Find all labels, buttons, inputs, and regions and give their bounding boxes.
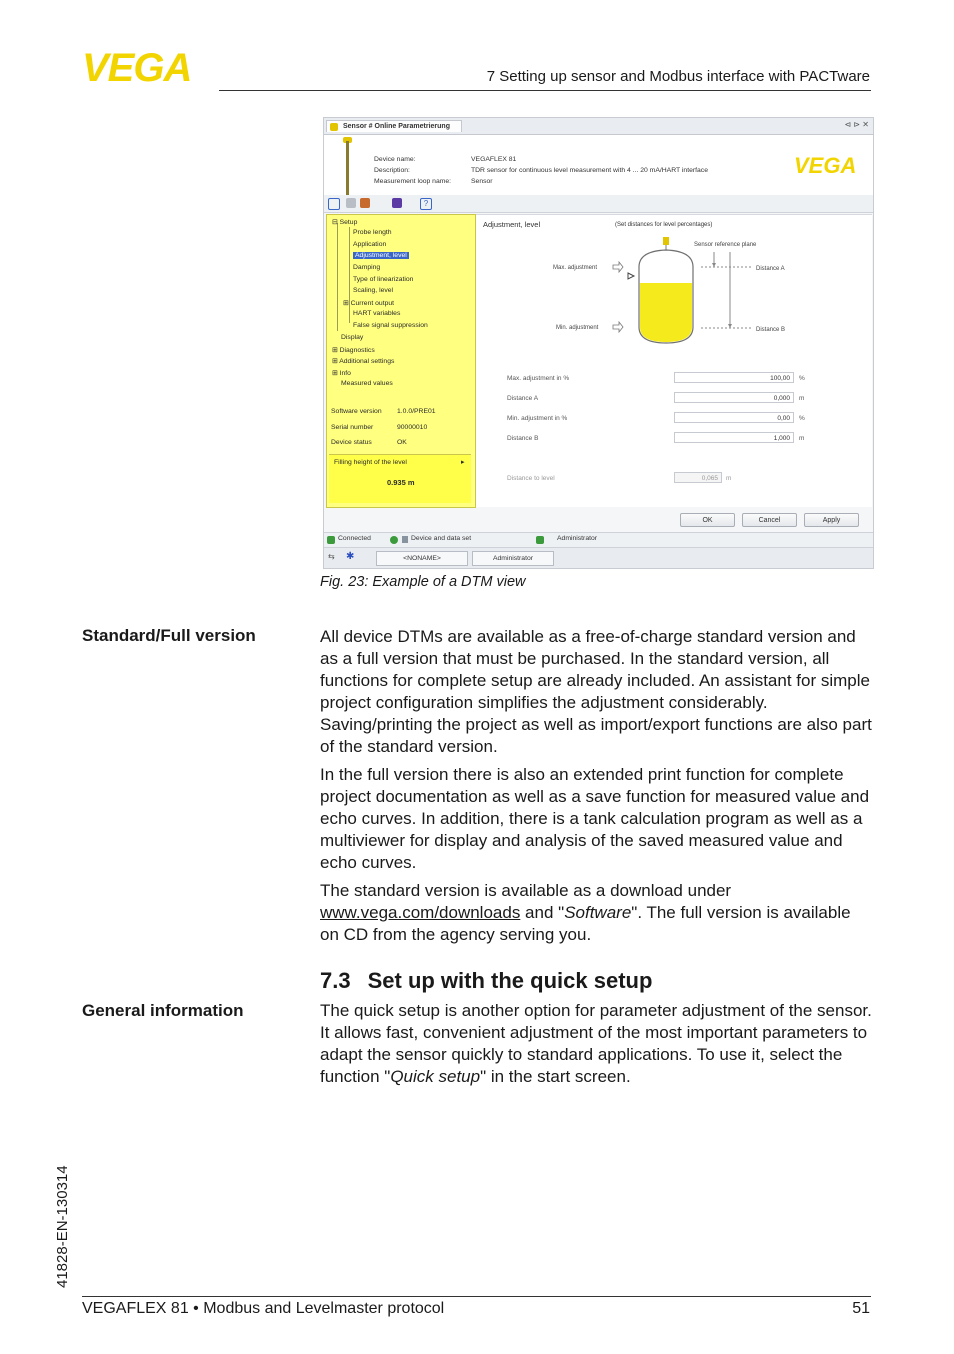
tree-guide (349, 227, 350, 323)
view-icon[interactable] (328, 198, 340, 210)
paragraph-text: The standard version is available as a download under (320, 881, 732, 900)
software-emphasis: Software (564, 903, 632, 922)
tree-item-additional-settings[interactable]: ⊞ Additional settings (332, 358, 395, 365)
header-section-title: 7 Setting up sensor and Modbus interface with PACTware (486, 68, 870, 85)
max-adjustment-unit: % (799, 375, 805, 382)
cancel-button[interactable]: Cancel (742, 513, 797, 527)
tree-guide (337, 223, 338, 331)
min-adjustment-text: Min. adjustment (556, 325, 599, 331)
standard-full-label: Standard/Full version (82, 626, 256, 645)
description-value: TDR sensor for continuous level measurement with 4 ... 20 mA/HART interface (471, 167, 708, 174)
device-tree-icon[interactable]: ⇆ (328, 552, 335, 561)
panel-hint: (Set distances for level percentages) (615, 222, 713, 228)
distance-b-label: Distance B (507, 435, 539, 442)
software-version-label: Software version (331, 408, 382, 415)
distance-a-input[interactable]: 0,000 (674, 392, 794, 403)
expand-arrow-icon: ▸ (461, 459, 465, 466)
bottom-bar (324, 547, 873, 568)
document-id: 41828-EN-130314 (54, 1165, 71, 1288)
dataset-status: Device and data set (411, 535, 472, 542)
probe-rod-icon (346, 141, 349, 203)
tree-item-hart-variables[interactable]: HART variables (353, 310, 401, 317)
dtm-vega-logo-text: VEGA (794, 153, 857, 177)
device-status-value: OK (397, 439, 407, 446)
tree-item-false-signal[interactable]: False signal suppression (353, 322, 428, 329)
tree-item-label: Diagnostics (339, 347, 375, 354)
sensor-icon (330, 123, 338, 131)
description-label: Description: (374, 167, 410, 174)
tree-item-label: Additional settings (339, 358, 395, 365)
document-icon (402, 536, 408, 543)
distance-b-unit: m (799, 435, 805, 442)
online-icon[interactable]: ✱ (346, 551, 355, 562)
filling-height-value: 0.935 m (387, 478, 415, 487)
dtm-vega-logo (794, 153, 860, 177)
paragraph-text: " in the start screen. (480, 1067, 631, 1086)
distance-a-label: Distance A (507, 395, 539, 402)
tree-item-label: Adjustment, level (355, 252, 407, 259)
tree-item-diagnostics[interactable]: ⊞ Diagnostics (332, 347, 375, 354)
adjustment-panel (476, 214, 872, 507)
dtm-tab[interactable] (326, 120, 462, 132)
dtm-screenshot (323, 117, 874, 569)
downloads-link[interactable]: www.vega.com/downloads (320, 903, 521, 922)
tree-item-label: Info (339, 370, 351, 377)
section-title: Set up with the quick setup (367, 968, 653, 993)
device-info-labels (374, 154, 451, 187)
tools-icon[interactable] (360, 198, 370, 208)
apply-button[interactable]: Apply (804, 513, 859, 527)
serial-number-value: 90000010 (397, 424, 428, 431)
serial-number-label: Serial number (331, 424, 374, 431)
vega-logo-graphic (82, 50, 212, 84)
distance-to-level-unit: m (726, 475, 732, 482)
dataset-icon (390, 536, 398, 544)
tree-item-display[interactable]: Display (341, 334, 364, 341)
distance-to-level-value: 0,065 (674, 472, 722, 483)
quick-setup-emphasis: Quick setup (390, 1067, 481, 1086)
tree-item-probe-length[interactable]: Probe length (353, 229, 392, 236)
general-info-paragraph (320, 1000, 872, 1088)
user-field: Administrator (472, 551, 554, 566)
device-icon[interactable] (392, 198, 402, 208)
footer-divider (82, 1296, 871, 1297)
tree-item-measured-values[interactable]: Measured values (341, 380, 393, 387)
tree-item-scaling[interactable]: Scaling, level (353, 287, 394, 294)
max-adjustment-text: Max. adjustment (553, 265, 598, 271)
min-arrow-icon (613, 322, 623, 332)
arrow-head-b (728, 324, 732, 328)
min-adjustment-input[interactable]: 0,00 (674, 412, 794, 423)
min-adjustment-label: Min. adjustment in % (507, 415, 568, 422)
paragraph-text: and " (520, 903, 565, 922)
page-number: 51 (852, 1300, 870, 1317)
tree-item-linearization[interactable]: Type of linearization (353, 276, 414, 283)
tree-item-info[interactable]: ⊞ Info (332, 370, 351, 377)
max-arrow-icon (613, 262, 623, 272)
standard-full-paragraph-1: All device DTMs are available as a free-of-charge standard version and as a full version that must be purchased. In the standard version, all functions for complete setup are already included. An assistant for simple project configuration simplifies the adjustment considerably. Saving/printing the project as well as import/export functions are also part of the standard version. (320, 627, 872, 756)
print-icon[interactable] (346, 198, 356, 208)
max-adjustment-input[interactable]: 100,00 (674, 372, 794, 383)
paragraph-text: ". The full version is available on CD from the agency serving you. (320, 903, 851, 944)
section-heading (320, 968, 652, 994)
software-version-value: 1.0.0/PRE01 (397, 408, 436, 415)
window-controls[interactable]: ⊲ ⊳ ✕ (844, 120, 869, 129)
connected-icon (327, 536, 335, 544)
device-info-values (471, 154, 708, 187)
help-icon[interactable]: ? (420, 198, 432, 210)
loop-name-value: Sensor (471, 178, 493, 185)
tank-diagram (476, 215, 872, 355)
device-status-label: Device status (331, 439, 372, 446)
dtm-title-bar (324, 118, 873, 135)
header-divider (219, 90, 871, 91)
tree-item-damping[interactable]: Damping (353, 264, 381, 271)
section-number: 7.3 (320, 968, 351, 993)
tree-item-current-output[interactable]: ⊞ Current output (343, 300, 395, 307)
device-name-label: Device name: (374, 156, 416, 163)
dtm-toolbar (324, 195, 873, 213)
paragraph-text: The quick setup is another option for parameter adjustment of the sensor. It allows fast, convenient adjustment of the most important parameters to adapt the sensor quickly to standard applications. To use it, select the function " (320, 1001, 872, 1086)
ok-button[interactable]: OK (680, 513, 735, 527)
user-status: Administrator (557, 535, 598, 542)
project-name-field: <NONAME> (376, 551, 468, 566)
standard-full-text (320, 626, 872, 946)
dtm-tab-title: Sensor # Online Parametrierung (343, 123, 450, 130)
filling-height-panel[interactable] (329, 454, 471, 503)
distance-b-text: Distance B (756, 327, 786, 333)
distance-a-unit: m (799, 395, 805, 402)
figure-caption: Fig. 23: Example of a DTM view (320, 574, 526, 590)
distance-b-input[interactable]: 1,000 (674, 432, 794, 443)
panel-title: Adjustment, level (483, 220, 541, 229)
level-marker-icon (628, 273, 634, 279)
standard-full-paragraph-2: In the full version there is also an extended print function for complete project documentation as well as a save function for measured value and echo curves. In addition, there is a tank calculation program as well as a multiviewer for display and analysis of the saved measured value and echo curves. (320, 765, 870, 872)
general-info-label: General information (82, 1001, 244, 1020)
tree-item-label: Setup (339, 219, 358, 226)
tree-item-application[interactable]: Application (353, 241, 387, 248)
sensor-reference-text: Sensor reference plane (694, 242, 757, 248)
vega-logo-text: VEGA (82, 50, 192, 84)
tree-item-label: Current output (350, 300, 395, 307)
vega-logo (82, 50, 212, 89)
navigation-tree (326, 214, 476, 508)
connected-status: Connected (338, 535, 371, 542)
footer-title: VEGAFLEX 81 • Modbus and Levelmaster protocol (82, 1300, 445, 1317)
distance-to-level-label: Distance to level (507, 475, 555, 482)
arrow-head-a (712, 263, 716, 267)
tree-item-setup[interactable]: ⊟ Setup (332, 219, 358, 226)
max-adjustment-label: Max. adjustment in % (507, 375, 570, 382)
distance-a-text: Distance A (756, 266, 785, 272)
status-bar (324, 532, 873, 547)
user-status-icon (536, 536, 544, 544)
tank-liquid (640, 283, 692, 342)
general-info-text (320, 1000, 872, 1088)
device-name-value: VEGAFLEX 81 (471, 156, 517, 163)
standard-full-paragraph-3 (320, 880, 872, 946)
filling-height-label: Filling height of the level (334, 459, 407, 466)
tree-item-adjustment-level[interactable] (353, 252, 409, 259)
sensor-head-icon (663, 237, 669, 245)
min-adjustment-unit: % (799, 415, 805, 422)
loop-name-label: Measurement loop name: (374, 178, 452, 185)
